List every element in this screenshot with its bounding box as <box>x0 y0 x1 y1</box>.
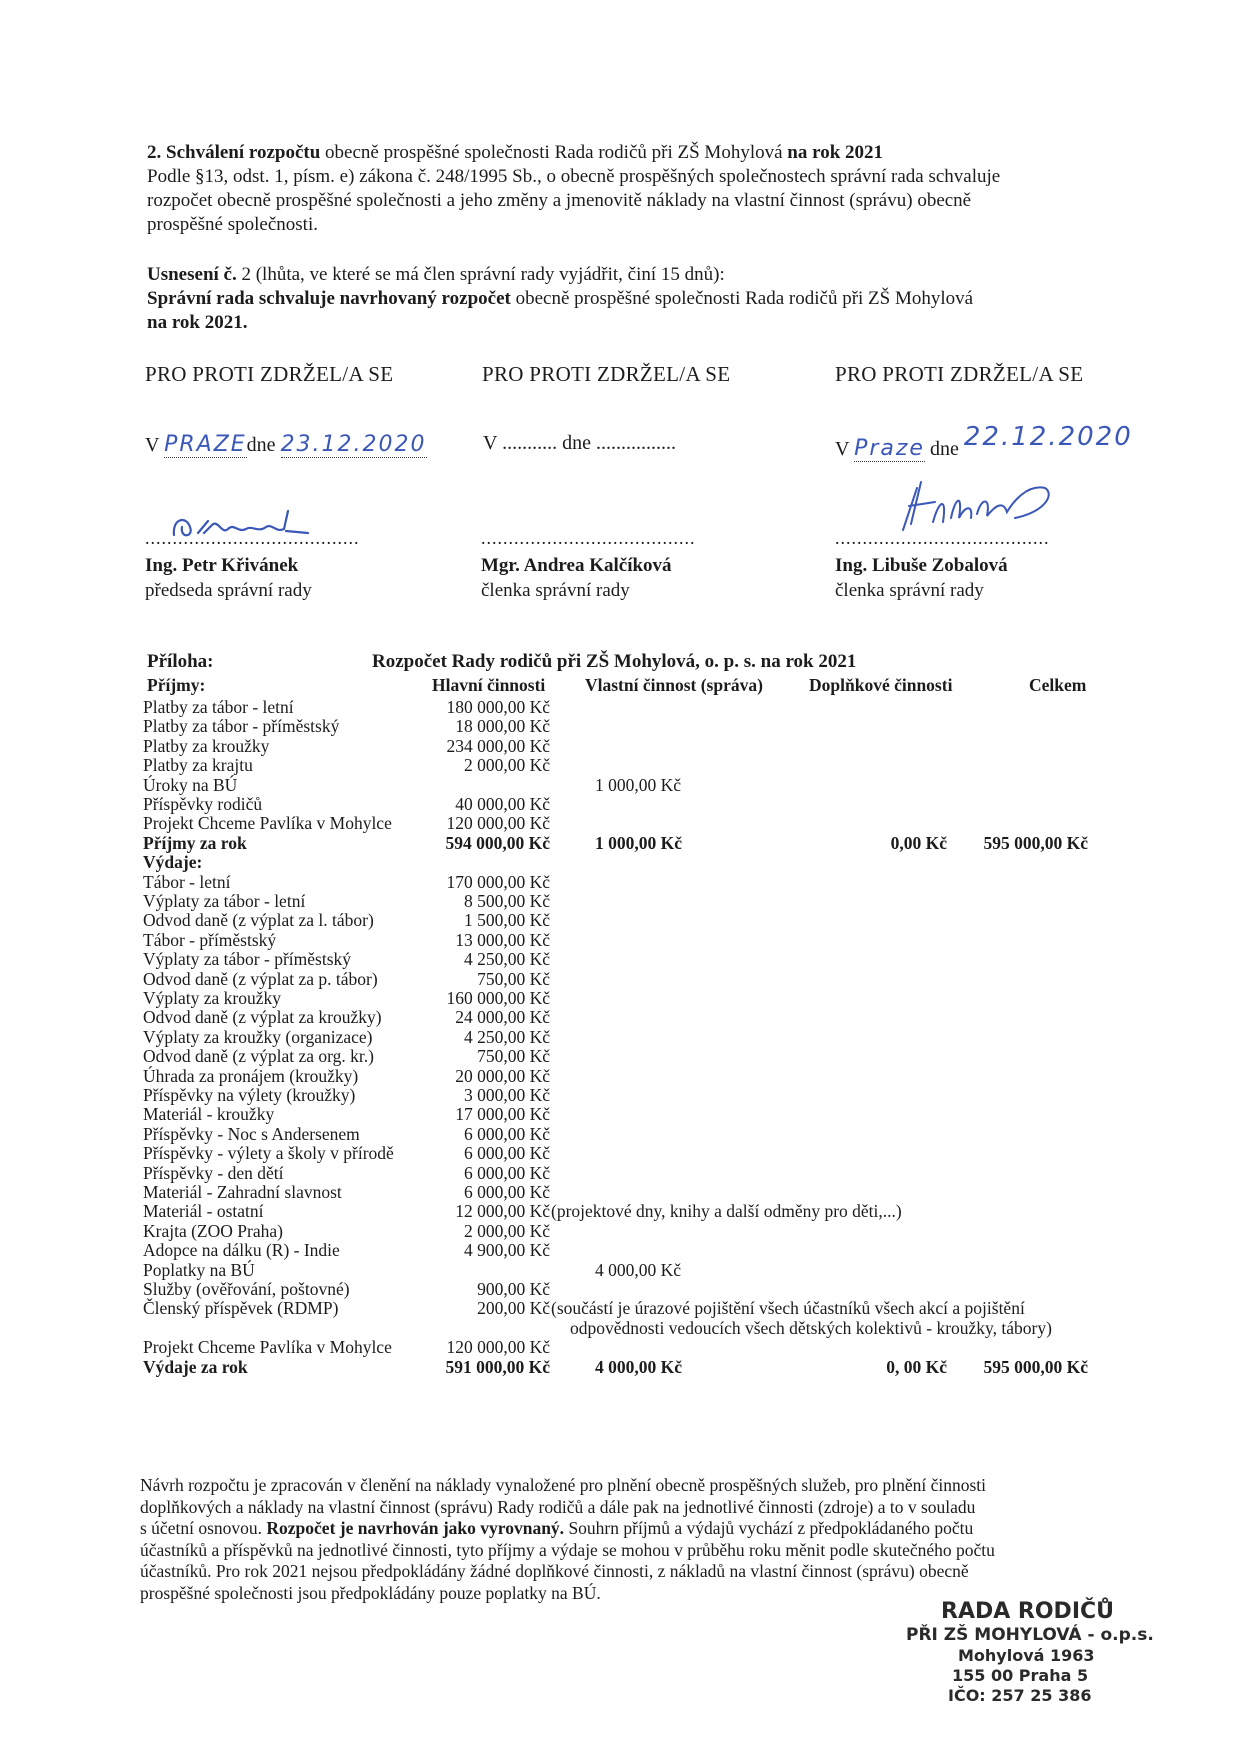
table-row <box>0 930 1240 951</box>
amount-main: 180 000,00 Kč <box>446 697 550 717</box>
table-row <box>0 1240 1240 1261</box>
row-label: Výplaty za kroužky (organizace) <box>143 1026 373 1047</box>
amount-main: 591 000,00 Kč <box>445 1356 550 1377</box>
table-row <box>0 910 1240 931</box>
amount-main: 200,00 Kč <box>477 1298 550 1319</box>
row-label: Odvod daně (z výplat za kroužky) <box>143 1007 382 1028</box>
stamp-line: IČO: 257 25 386 <box>948 1686 1092 1705</box>
row-note: odpovědnosti vedoucích všech dětských kolektivů - kroužky, tábory) <box>570 1317 1052 1338</box>
amount-main: 160 000,00 Kč <box>446 988 550 1008</box>
amount-main: 6 000,00 Kč <box>463 1182 550 1202</box>
amount-total: 595 000,00 Kč <box>983 1356 1088 1377</box>
handwritten-date-1: 23.12.2020 <box>280 432 427 457</box>
table-row <box>0 794 1240 815</box>
amount-main: 2 000,00 Kč <box>463 755 550 776</box>
amount-own: 4 000,00 Kč <box>595 1259 682 1280</box>
row-label: Výplaty za kroužky <box>143 988 282 1008</box>
amount-main: 8 500,00 Kč <box>463 891 550 911</box>
closing-text: s účetní osnovou. <box>140 1518 267 1538</box>
table-row <box>0 1163 1240 1184</box>
place-date-2: V ........... dne ................ <box>483 432 676 454</box>
amount-main: 3 000,00 Kč <box>463 1085 550 1105</box>
col-own-header: Vlastní činnost (správa) <box>585 675 763 695</box>
handwritten-date-3: 22.12.2020 <box>963 422 1133 452</box>
table-row <box>0 1357 1240 1378</box>
table-row <box>0 755 1240 776</box>
signer-role-2: členka správní rady <box>481 580 630 601</box>
row-label: Materiál - ostatní <box>143 1201 264 1222</box>
table-row <box>0 1046 1240 1067</box>
row-note: (projektové dny, knihy a další odměny pro děti,...) <box>551 1201 902 1222</box>
signer-role-1: předseda správní rady <box>145 580 312 601</box>
table-row <box>0 1318 1240 1339</box>
closing-line: Návrh rozpočtu je zpracován v členění na náklady vynaložené pro plnění obecně prospěšných služeb, pro plnění činnosti <box>140 1475 987 1495</box>
amount-main: 750,00 Kč <box>477 968 550 989</box>
row-label: Platby za kroužky <box>143 735 270 756</box>
handwritten-place-3: Praze <box>854 436 925 461</box>
col-additional-header: Doplňkové činnosti <box>809 675 953 695</box>
resolution-year-line <box>147 312 247 334</box>
row-label: Tábor - letní <box>143 871 231 892</box>
row-label: Odvod daně (z výplat za l. tábor) <box>143 910 374 931</box>
table-row <box>0 969 1240 990</box>
row-label: Příspěvky - Noc s Andersenem <box>143 1123 360 1144</box>
section-title: 2. Schválení rozpočtu <box>147 142 321 163</box>
row-note: (součástí je úrazové pojištění všech účastníků všech akcí a pojištění <box>551 1298 1025 1319</box>
table-row <box>0 1085 1240 1106</box>
row-label: Členský příspěvek (RDMP) <box>143 1298 339 1319</box>
amount-main: 40 000,00 Kč <box>455 794 550 814</box>
signer-name-2: Mgr. Andrea Kalčíková <box>481 555 672 576</box>
row-label: Příspěvky na výlety (kroužky) <box>143 1085 356 1105</box>
signature-line-3: ....................................... <box>835 528 1050 548</box>
table-row <box>0 949 1240 970</box>
amount-additional: 0, 00 Kč <box>886 1356 947 1377</box>
table-row <box>0 1201 1240 1222</box>
signer-role-3: členka správní rady <box>835 580 984 601</box>
closing-line <box>140 1518 1090 1540</box>
table-row <box>0 716 1240 737</box>
amount-main: 6 000,00 Kč <box>463 1162 550 1183</box>
table-row <box>0 988 1240 1009</box>
closing-line: doplňkových a náklady na vlastní činnost (správu) Rady rodičů a dále pak na jednotlivé činnosti (zdroje) a to v souladu <box>140 1496 976 1517</box>
signature-line-2: ....................................... <box>481 528 696 548</box>
amount-total: 595 000,00 Kč <box>983 832 1088 853</box>
amount-main: 2 000,00 Kč <box>463 1220 550 1241</box>
stamp-line: Mohylová 1963 <box>958 1646 1095 1665</box>
table-row <box>0 872 1240 893</box>
amount-main: 4 250,00 Kč <box>463 1026 550 1047</box>
dne-label: dne <box>246 434 276 456</box>
resolution-approval: Správní rada schvaluje navrhovaný rozpočet <box>147 288 511 309</box>
row-label: Úroky na BÚ <box>143 774 238 795</box>
amount-main: 6 000,00 Kč <box>463 1143 550 1164</box>
table-row <box>0 1279 1240 1300</box>
amount-main: 13 000,00 Kč <box>455 929 550 950</box>
vote-options-2: PRO PROTI ZDRŽEL/A SE <box>482 362 731 386</box>
table-row <box>0 1337 1240 1358</box>
table-row <box>0 1104 1240 1125</box>
amount-main: 120 000,00 Kč <box>446 1337 550 1358</box>
table-row <box>0 1182 1240 1203</box>
row-label: Materiál - Zahradní slavnost <box>143 1182 342 1202</box>
row-label: Odvod daně (z výplat za p. tábor) <box>143 968 378 989</box>
amount-additional: 0,00 Kč <box>890 832 947 853</box>
amount-main: 750,00 Kč <box>477 1046 550 1067</box>
table-row <box>0 1027 1240 1048</box>
section-year: na rok 2021 <box>787 142 884 163</box>
signer-name-3: Ing. Libuše Zobalová <box>835 555 1008 576</box>
col-total-header: Celkem <box>1029 675 1087 695</box>
row-label: Služby (ověřování, poštovné) <box>143 1279 350 1299</box>
amount-main: 24 000,00 Kč <box>455 1007 550 1028</box>
place-date-3 <box>835 422 1133 462</box>
amount-own: 1 000,00 Kč <box>595 774 682 795</box>
resolution-label-line <box>147 264 725 286</box>
table-row <box>0 1260 1240 1281</box>
stamp-line: RADA RODIČŮ <box>941 1599 1115 1624</box>
attachment-label: Příloha: <box>147 651 214 672</box>
table-row <box>0 833 1240 854</box>
budget-title: Rozpočet Rady rodičů při ZŠ Mohylová, o. p. s. na rok 2021 <box>372 651 857 672</box>
handwritten-place-1: PRAZE <box>164 432 247 457</box>
table-row <box>0 1066 1240 1087</box>
table-row <box>0 697 1240 718</box>
row-label: Platby za krajtu <box>143 755 253 776</box>
row-label: Příspěvky - den dětí <box>143 1162 284 1183</box>
section-heading-line <box>147 142 883 164</box>
table-row <box>0 1221 1240 1242</box>
resolution-text-line <box>147 288 973 310</box>
amount-main: 18 000,00 Kč <box>455 716 550 737</box>
income-header: Příjmy: <box>147 675 206 695</box>
section-text-line: Podle §13, odst. 1, písm. e) zákona č. 248/1995 Sb., o obecně prospěšných společnostech správní rada schvaluje <box>147 166 1001 187</box>
place-date-1 <box>145 432 427 457</box>
table-row <box>0 1124 1240 1145</box>
signature-line-1: ....................................... <box>145 528 360 548</box>
amount-main: 12 000,00 Kč <box>455 1201 550 1222</box>
table-row <box>0 1298 1240 1319</box>
vote-options-3: PRO PROTI ZDRŽEL/A SE <box>835 362 1084 386</box>
amount-main: 120 000,00 Kč <box>446 813 550 834</box>
table-row <box>0 736 1240 757</box>
resolution-year: na rok 2021. <box>147 312 248 333</box>
section-title-text: obecně prospěšné společnosti Rada rodičů při ZŠ Mohylová <box>320 142 788 163</box>
closing-line: prospěšné společnosti jsou předpokládány pouze poplatky na BÚ. <box>140 1582 601 1603</box>
resolution-label: Usnesení č. <box>147 264 237 285</box>
row-label: Výplaty za tábor - letní <box>143 891 306 911</box>
row-label: Projekt Chceme Pavlíka v Mohylce <box>143 1337 392 1358</box>
stamp-line: 155 00 Praha 5 <box>952 1666 1089 1685</box>
amount-own: 4 000,00 Kč <box>595 1356 683 1377</box>
amount-main: 900,00 Kč <box>477 1279 550 1299</box>
table-row <box>0 775 1240 796</box>
closing-balanced: Rozpočet je navrhován jako vyrovnaný. <box>266 1518 565 1538</box>
row-label: Příjmy za rok <box>143 832 247 853</box>
section-text-line: prospěšné společnosti. <box>147 214 318 235</box>
table-row <box>0 891 1240 912</box>
resolution-text: obecně prospěšné společnosti Rada rodičů při ZŠ Mohylová <box>510 288 974 309</box>
closing-line: účastníků a příspěvků na jednotlivé činnosti, tyto příjmy a výdaje se mohou v průběhu roku měnit podle skutečného počtu <box>140 1539 995 1560</box>
dne-label: dne <box>929 438 959 460</box>
row-label: Platby za tábor - letní <box>143 697 294 717</box>
v-label: V <box>835 438 850 460</box>
table-row <box>0 1007 1240 1028</box>
amount-main: 6 000,00 Kč <box>463 1123 550 1144</box>
resolution-deadline: 2 (lhůta, ve které se má člen správní rady vyjádřit, činí 15 dnů): <box>236 264 725 285</box>
table-row <box>0 1143 1240 1164</box>
row-label: Adopce na dálku (R) - Indie <box>143 1240 340 1261</box>
closing-line: účastníků. Pro rok 2021 nejsou předpokládány žádné doplňkové činnosti, z nákladů na vlastní činnost (správu) obecně <box>140 1561 969 1581</box>
row-label: Tábor - příměstský <box>143 929 277 950</box>
expense-header-label: Výdaje: <box>143 852 203 873</box>
row-label: Platby za tábor - příměstský <box>143 716 340 737</box>
row-label: Poplatky na BÚ <box>143 1259 255 1280</box>
closing-paragraph <box>140 1475 1090 1604</box>
row-label: Výdaje za rok <box>143 1356 248 1377</box>
amount-main: 17 000,00 Kč <box>455 1104 550 1125</box>
table-row <box>0 813 1240 834</box>
section-text-line: rozpočet obecně prospěšné společnosti a jeho změny a jmenovitě náklady na vlastní činnost (správu) obecně <box>147 190 972 211</box>
amount-main: 20 000,00 Kč <box>455 1065 550 1086</box>
amount-main: 4 900,00 Kč <box>463 1240 550 1261</box>
amount-main: 1 500,00 Kč <box>463 910 550 931</box>
col-main-header: Hlavní činnosti <box>432 675 546 695</box>
closing-text: Souhrn příjmů a výdajů vychází z předpokládaného počtu <box>564 1518 974 1538</box>
v-label: V <box>145 434 160 456</box>
row-label: Příspěvky rodičů <box>143 794 263 814</box>
vote-options-1: PRO PROTI ZDRŽEL/A SE <box>145 362 394 386</box>
amount-main: 4 250,00 Kč <box>463 949 550 970</box>
row-label: Krajta (ZOO Praha) <box>143 1220 283 1241</box>
row-label: Příspěvky - výlety a školy v přírodě <box>143 1143 394 1164</box>
amount-main: 594 000,00 Kč <box>445 832 550 853</box>
row-label: Materiál - kroužky <box>143 1104 275 1125</box>
amount-main: 170 000,00 Kč <box>446 871 550 892</box>
amount-main: 234 000,00 Kč <box>446 735 550 756</box>
amount-own: 1 000,00 Kč <box>595 832 683 853</box>
stamp-line: PŘI ZŠ MOHYLOVÁ - o.p.s. <box>906 1625 1154 1645</box>
row-label: Projekt Chceme Pavlíka v Mohylce <box>143 813 392 834</box>
row-label: Výplaty za tábor - příměstský <box>143 949 352 970</box>
signer-name-1: Ing. Petr Křivánek <box>145 555 299 576</box>
row-label: Odvod daně (z výplat za org. kr.) <box>143 1046 374 1067</box>
row-label: Úhrada za pronájem (kroužky) <box>143 1065 359 1086</box>
